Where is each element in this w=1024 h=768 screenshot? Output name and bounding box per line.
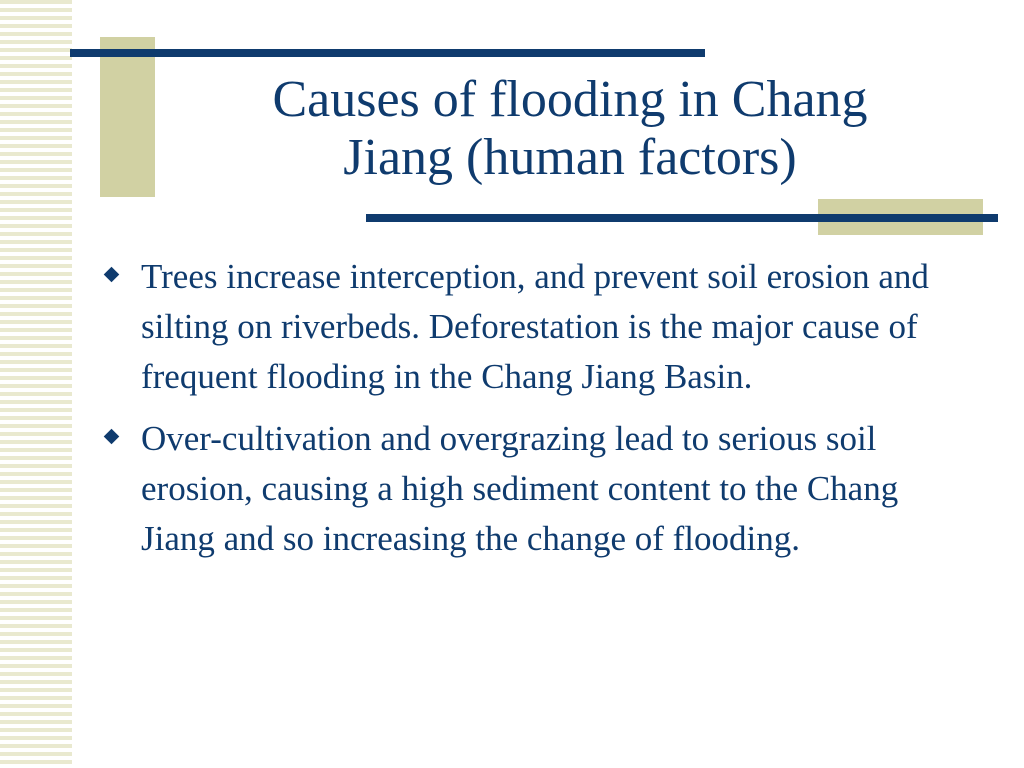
- decorative-stripe-band: [0, 0, 72, 768]
- slide-title-line-1: Causes of flooding in Chang: [272, 71, 868, 128]
- bullet-text: Trees increase interception, and prevent soil erosion and silting on riverbeds. Deforestation is the major cause of frequent flooding in the Chang Jiang Basin.: [141, 257, 929, 396]
- title-rule-top: [70, 49, 705, 57]
- slide-title-line-2: Jiang (human factors): [343, 129, 797, 186]
- bullet-item: [104, 252, 974, 402]
- bullet-list: [104, 252, 974, 576]
- diamond-bullet-icon: [104, 429, 120, 445]
- bullet-item: [104, 414, 974, 564]
- slide-title: [160, 71, 980, 187]
- diamond-bullet-icon: [104, 267, 120, 283]
- bullet-text: Over-cultivation and overgrazing lead to serious soil erosion, causing a high sediment content to the Chang Jiang and so increasing the change of flooding.: [141, 419, 899, 558]
- decorative-block-top-left: [100, 37, 155, 197]
- title-rule-bottom: [366, 214, 998, 222]
